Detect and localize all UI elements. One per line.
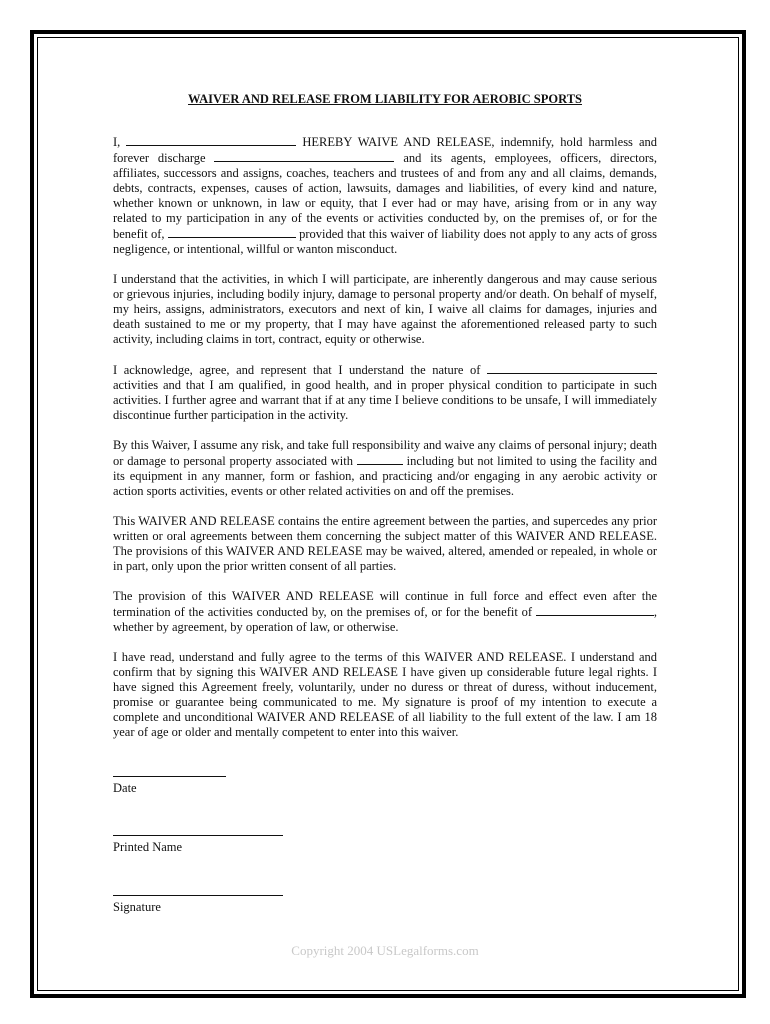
release-text-end: provided that this waiver of liability does not apply to any acts of gross negligence, or intentional, willful or wanton misconduct. xyxy=(113,227,658,256)
assume-risk-text-end: including but not limited to using the facility and its equipment in any manner, form or fashion, and practicing and/or engaging in any aerobic activity or action sports activities, events or other related activities on and off the premises. xyxy=(113,454,658,498)
released-party-blank[interactable] xyxy=(214,150,394,162)
document-body xyxy=(113,92,657,755)
activity-nature-blank[interactable] xyxy=(487,362,657,374)
continuation-text-end: , whether by agreement, by operation of law, or otherwise. xyxy=(113,605,657,634)
signature-label: Signature xyxy=(113,900,161,914)
agreement-paragraph: I have read, understand and fully agree to the terms of this WAIVER AND RELEASE. I understand and confirm that by signing this WAIVER AND RELEASE I have given up considerable future legal rights. I have signed this Agreement freely, voluntarily, under no duress or threat of duress, without inducement, promise or guarantee being communicated to me. My signature is proof of my intention to execute a complete and unconditional WAIVER AND RELEASE of all liability to the full extent of the law. I am 18 year of age or older and mentally competent to enter into this waiver. xyxy=(113,650,657,739)
printed-name-label: Printed Name xyxy=(113,840,183,854)
release-paragraph xyxy=(113,134,657,257)
participant-name-blank[interactable] xyxy=(126,134,296,146)
copyright-footer: Copyright 2004 USLegalforms.com xyxy=(291,943,479,958)
printed-name-line[interactable] xyxy=(113,835,283,836)
continuation-paragraph xyxy=(113,589,657,635)
benefit-of-blank[interactable] xyxy=(168,226,296,238)
signature-block xyxy=(113,895,283,915)
date-label: Date xyxy=(113,781,137,795)
date-block xyxy=(113,776,226,796)
continuation-benefit-blank[interactable] xyxy=(536,604,654,616)
date-line[interactable] xyxy=(113,776,226,777)
continuation-text-start: The provision of this WAIVER AND RELEASE will continue in full force and effect even after the termination of the activities conducted by, on the premises of, or for the benefit of xyxy=(113,589,657,619)
printed-name-block xyxy=(113,835,283,855)
assume-risk-text-start: By this Waiver, I assume any risk, and take full responsibility and waive any claims of personal injury; death or damage to personal property associated with xyxy=(113,438,657,468)
release-text-middle: HEREBY WAIVE AND RELEASE, indemnify, hold harmless and forever discharge xyxy=(113,135,658,165)
release-text-start: I, xyxy=(113,135,121,149)
assume-risk-paragraph xyxy=(113,438,657,499)
signature-line[interactable] xyxy=(113,895,283,896)
document-title: WAIVER AND RELEASE FROM LIABILITY FOR AEROBIC SPORTS xyxy=(188,92,582,106)
acknowledge-text-start: I acknowledge, agree, and represent that I understand the nature of xyxy=(113,363,481,377)
associated-with-blank[interactable] xyxy=(357,453,403,465)
acknowledge-text-end: activities and that I am qualified, in good health, and in proper physical condition to participate in such activities. I further agree and warrant that if at any time I believe conditions to be unsafe, I will immediately discontinue further participation in the activity. xyxy=(113,378,657,422)
acknowledge-paragraph xyxy=(113,362,657,423)
entire-agreement-paragraph: This WAIVER AND RELEASE contains the entire agreement between the parties, and supercedes any prior written or oral agreements between them concerning the subject matter of this WAIVER AND RELEASE. The provisions of this WAIVER AND RELEASE may be waived, altered, amended or repealed, in whole or in part, only upon the prior written consent of all parties. xyxy=(113,514,657,573)
release-text-body: and its agents, employees, officers, directors, affiliates, successors and assigns, coaches, teachers and trustees of and from any and all claims, demands, debts, contracts, expenses, causes of action, lawsuits, damages and liabilities, of every kind and nature, whether known or unknown, in law or equity, that I ever had or may have, arising from or in any way related to my participation in any of the events or activities conducted by, on the premises of, or for the benefit of, xyxy=(113,151,657,241)
risk-paragraph: I understand that the activities, in which I will participate, are inherently dangerous and may cause serious or grievous injuries, including bodily injury, damage to personal property and/or death. On behalf of myself, my heirs, assigns, administrators, executors and next of kin, I waive all claims for damages, injuries and death sustained to me or my property, that I may have against the aforementioned released party to such activity, including claims in tort, contract, equity or otherwise. xyxy=(113,272,657,346)
